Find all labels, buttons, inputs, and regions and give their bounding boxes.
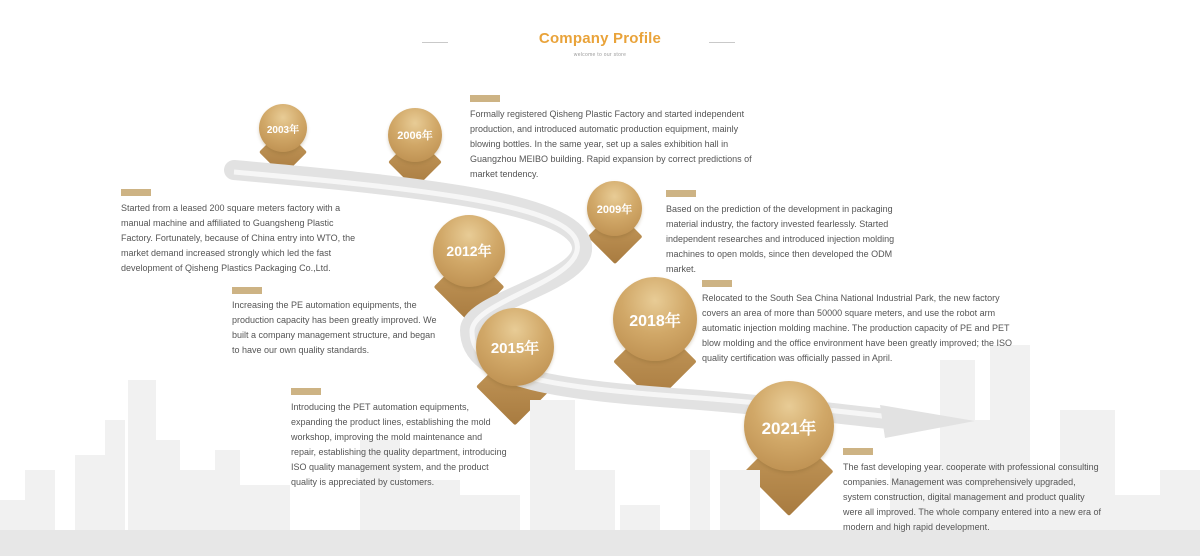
milestone-text-2003: Started from a leased 200 square meters factory with a manual machine and affiliated to Guangsheng Plastic Factory. Fortunately, because of China entry into WTO, the market demand increased strongly which led the fast development of Qisheng Plastics Packaging Co.,Ltd. [121,203,356,273]
accent-bar [232,287,262,294]
year-marker-2009 [587,181,642,236]
accent-bar [702,280,732,287]
year-label: 2006年 [397,130,433,142]
accent-bar [666,190,696,197]
accent-bar [470,95,500,102]
year-marker-2021 [744,381,834,471]
page-title: Company Profile [538,30,662,47]
year-marker-2018 [613,277,697,361]
accent-bar [291,388,321,395]
year-label: 2015年 [490,339,540,357]
milestone-text-2009: Based on the prediction of the development in packaging material industry, the factory invested fearlessly. Started independent researches and introduced injection molding machines to open molds, since then developed the ODM market. [666,204,895,274]
milestone-text-2006: Formally registered Qisheng Plastic Factory and started independent production, and introduced automatic production equipment, mainly blowing bottles. In the same year, set up a sales exhibition hall in Guangzhou MEIBO building. Rapid expansion by correct predictions of market tendency. [470,109,752,179]
year-marker-2003 [259,104,307,152]
milestone-text-2018: Relocated to the South Sea China National Industrial Park, the new factory covers an area of more than 50000 square meters, and use the robot arm automatic injection molding machine. The production capacity of PE and PET blow molding and the office environment have been greatly improved; the ISO quality certification was officially passed in April. [702,293,1013,363]
year-label: 2009年 [596,203,633,216]
year-marker-2006 [388,108,442,162]
year-label: 2018年 [629,312,681,330]
year-label: 2021年 [761,418,817,438]
milestone-text-2012: Increasing the PE automation equipments, the production capacity has been greatly improved. We built a company management structure, and began to have our own quality standards. [232,300,437,355]
year-marker-2015 [476,308,554,386]
milestone-text-2021: The fast developing year. cooperate with professional consulting companies. Management was comprehensively upgraded, system construction, digital management and product quality were all improved. The whole company entered into a new era of modern and high rapid development. [843,462,1101,532]
accent-bar [843,448,873,455]
year-label: 2012年 [446,243,492,259]
accent-bar [121,189,151,196]
page-subtitle: welcome to our store [573,52,627,58]
title-rule-left [422,42,448,43]
milestone-text-2015: Introducing the PET automation equipments, expanding the product lines, establishing the mold workshop, improving the mold maintenance and repair, establishing the quality department, introducing ISO quality management system, and the product quality is appreciated by customers. [291,402,507,487]
year-marker-2012 [433,215,505,287]
section-header [0,30,1200,58]
title-rule-right [709,42,735,43]
year-label: 2003年 [266,124,300,136]
